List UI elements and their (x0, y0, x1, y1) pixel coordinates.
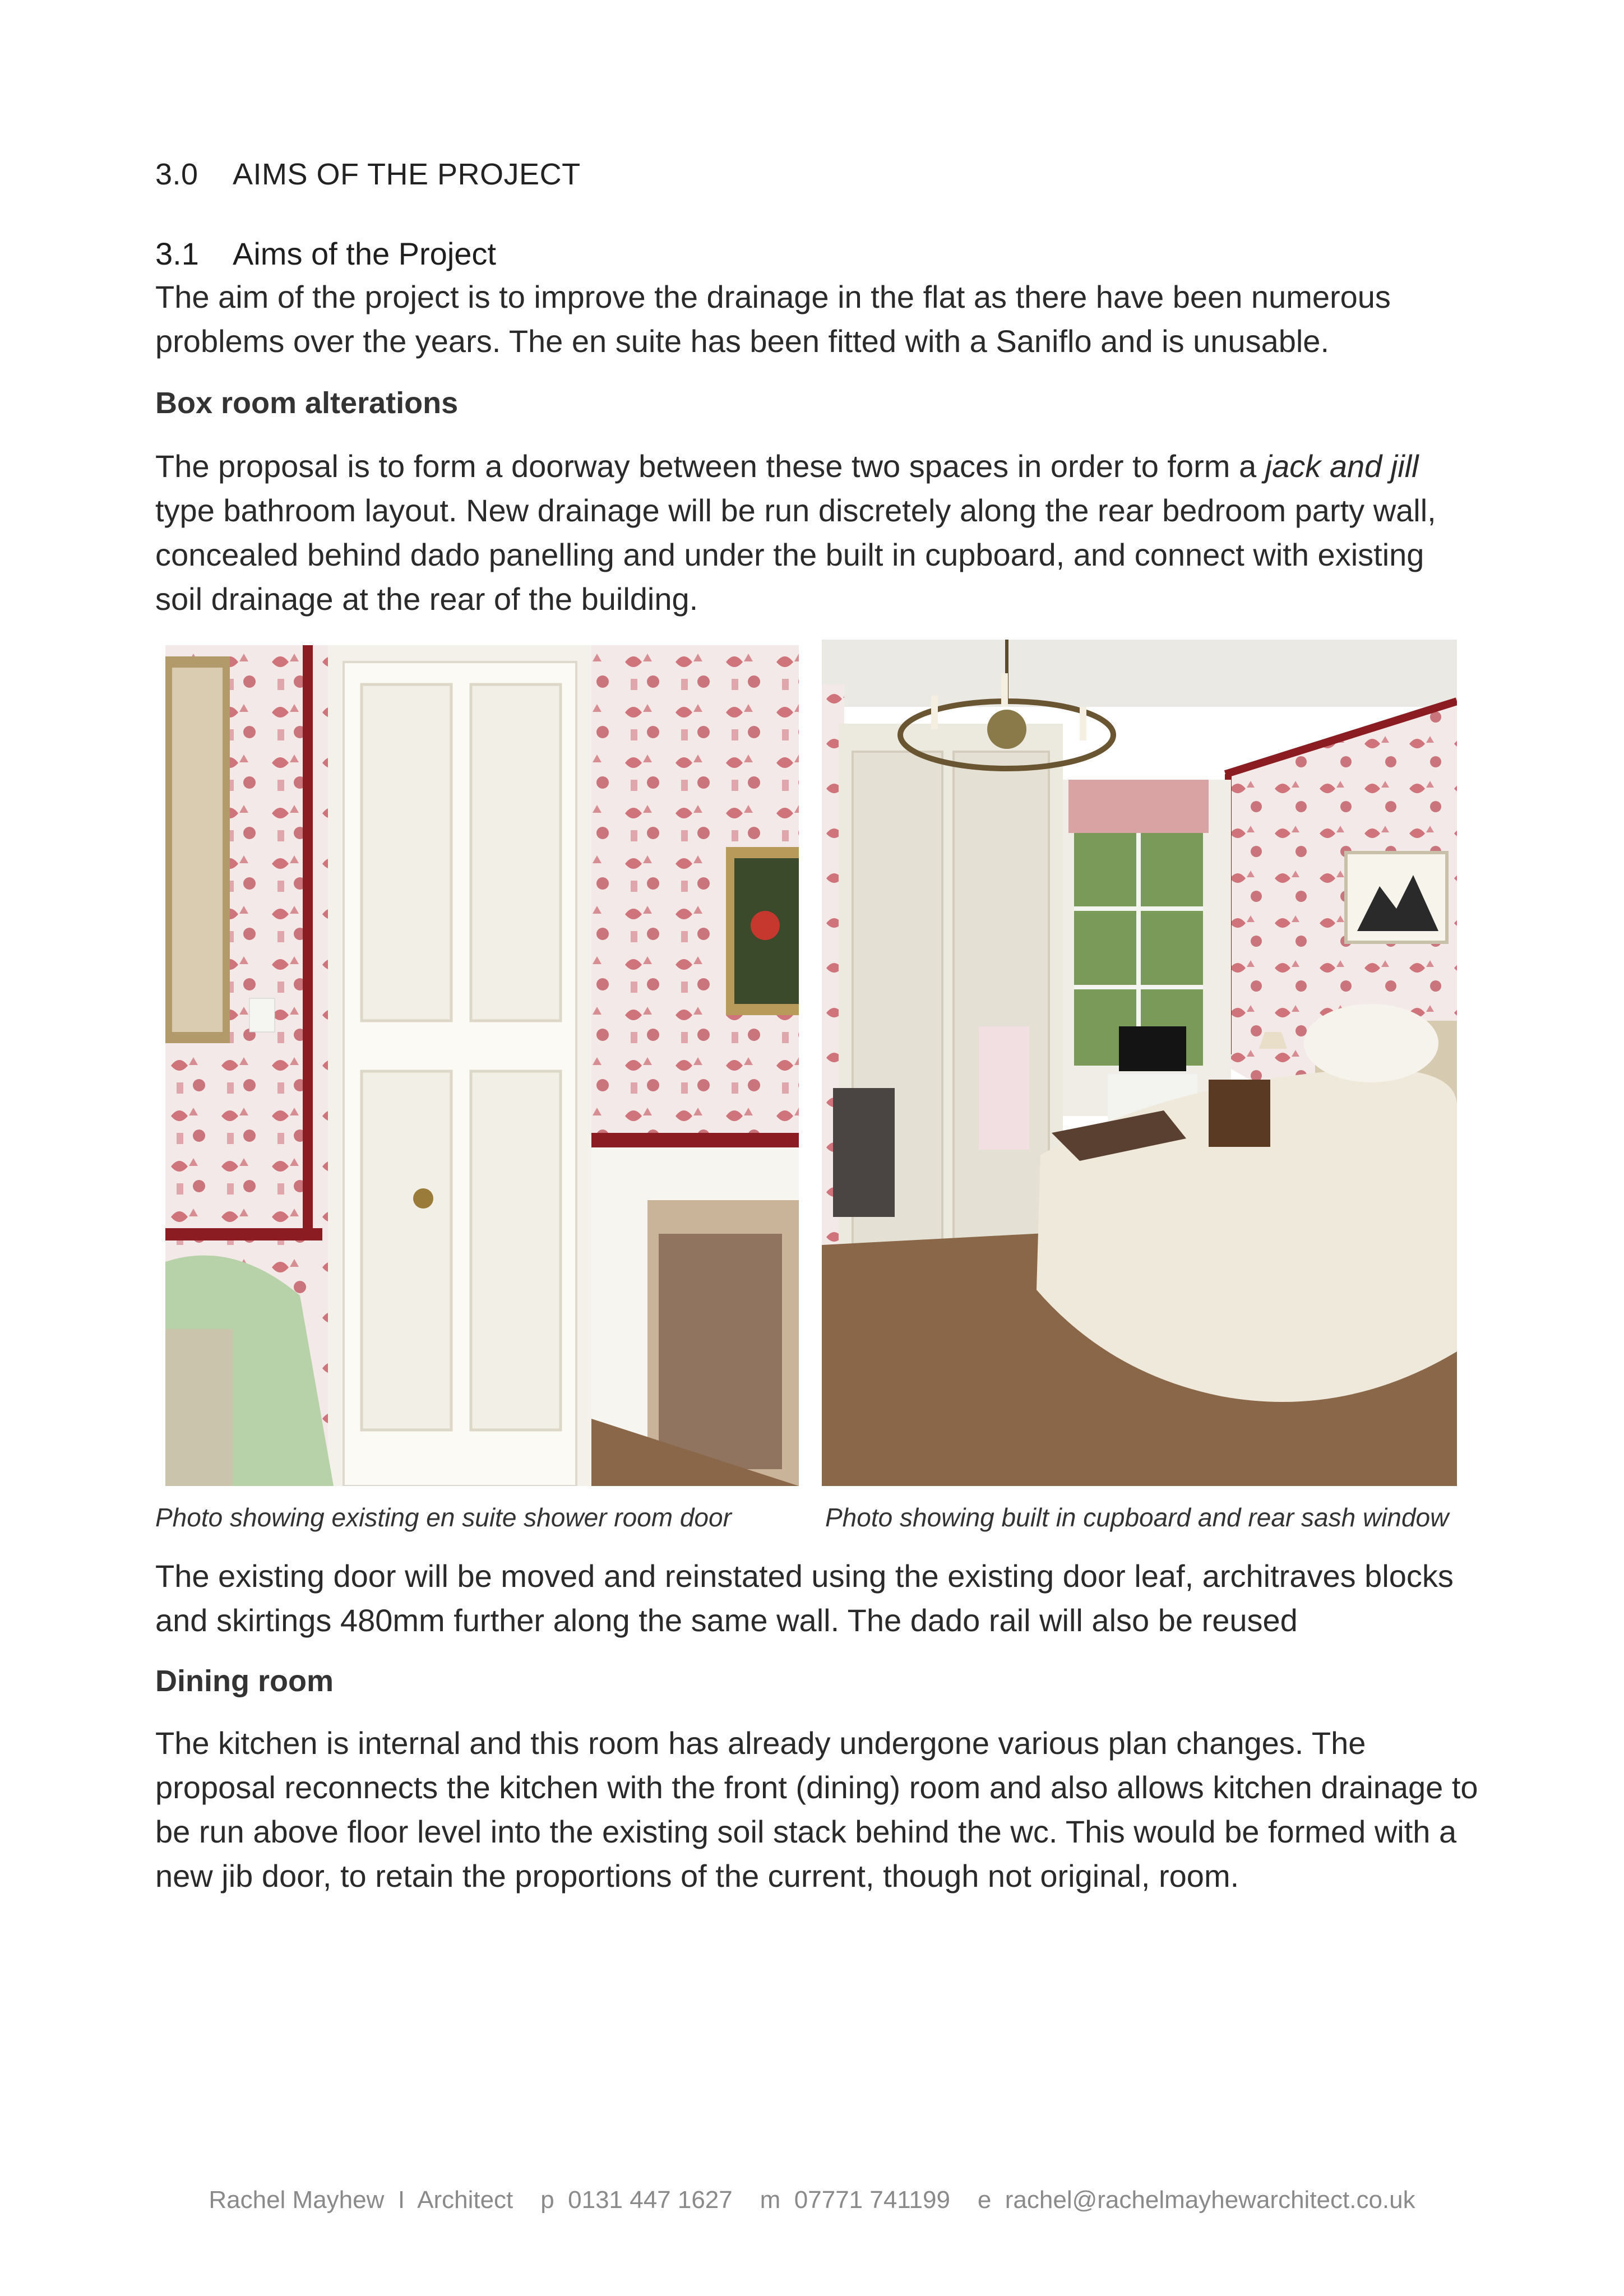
footer-mobile-label: m (760, 2186, 781, 2214)
footer-phone-label: p (540, 2186, 554, 2214)
dining-room-paragraph: The kitchen is internal and this room has already undergone various plan changes. The proposal reconnects the kitchen with the front (dining) room and also allows kitchen drainage to be run above floor level into the existing soil stack behind the wc. This would be formed with a new jib door, to retain the proportions of the current, though not original, room. (155, 1725, 1478, 1894)
photo-bedroom-cupboard (822, 640, 1457, 1486)
right-photo-caption: Photo showing built in cupboard and rear sash window (825, 1503, 1449, 1532)
photo-bedroom-cupboard-illustration (822, 640, 1457, 1486)
door-paragraph: The existing door will be moved and reinstated using the existing door leaf, architraves blocks and skirtings 480mm further along the same wall. The dado rail will also be reused (155, 1558, 1454, 1638)
footer-email-link[interactable]: rachel@rachelmayhewarchitect.co.uk (1005, 2186, 1415, 2214)
box-room-text-end: type bathroom layout. New drainage will be run discretely along the rear bedroom party wall, concealed behind dado panelling and under the built in cupboard, and connect with existing soil drainage at the rear of the building. (155, 493, 1436, 617)
photo-en-suite-door-illustration (165, 645, 799, 1486)
box-room-text-italic: jack and jill (1265, 448, 1419, 484)
section-heading (155, 157, 1478, 192)
footer-mobile: 07771 741199 (794, 2186, 950, 2214)
photo-en-suite-door (165, 645, 799, 1486)
box-room-text-start: The proposal is to form a doorway between these two spaces in order to form a (155, 448, 1265, 484)
footer-phone: 0131 447 1627 (568, 2186, 733, 2214)
left-photo-caption: Photo showing existing en suite shower room door (155, 1503, 732, 1532)
subsection-heading (155, 235, 1478, 272)
subsection-number: 3.1 (155, 236, 199, 271)
footer-name: Rachel Mayhew (209, 2186, 385, 2214)
dining-room-heading: Dining room (155, 1664, 334, 1698)
section-title: AIMS OF THE PROJECT (233, 158, 581, 191)
footer-separator: I (397, 2186, 405, 2214)
footer-role: Architect (417, 2186, 513, 2214)
box-room-paragraph (155, 444, 1478, 621)
intro-paragraph: The aim of the project is to improve the drainage in the flat as there have been numerous problems over the years. The en suite has been fitted with a Saniflo and is unusable. (155, 279, 1391, 359)
section-number: 3.0 (155, 158, 198, 191)
page-footer (0, 2186, 1624, 2214)
subsection-title: Aims of the Project (233, 236, 496, 271)
box-room-heading: Box room alterations (155, 386, 459, 420)
footer-email-label: e (977, 2186, 992, 2214)
